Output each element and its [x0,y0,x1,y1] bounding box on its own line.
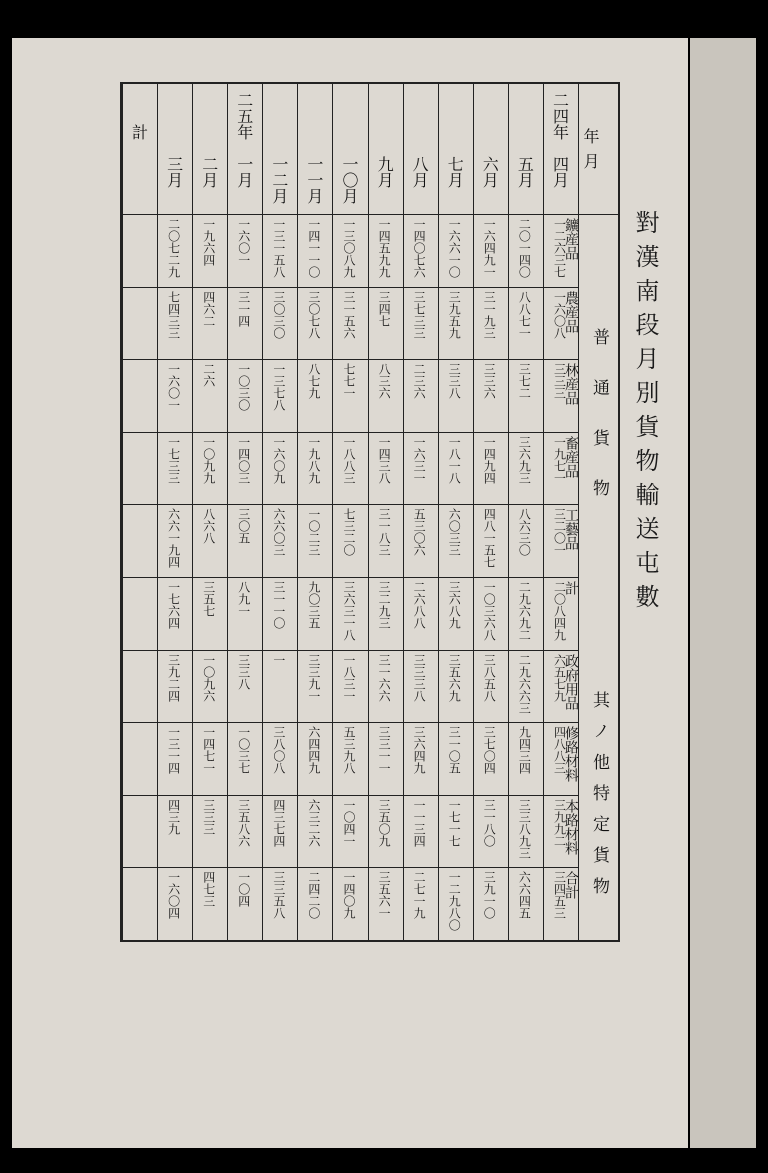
month-column-label: 八月 [410,156,430,188]
month-column-label: 六月 [480,156,500,188]
table-cell-value: 一七一七 [447,798,462,847]
table-cell-value: 三三三 [201,798,216,835]
table-cell-value: 二〇七二九 [166,218,181,278]
table-cell-value: 三三三 [552,363,567,400]
table-cell-value: 一六〇四 [166,871,181,920]
table-cell-value: 一 [271,653,286,666]
table-cell-value: 三一八〇 [482,798,497,847]
table-cell-value: 六三二六 [306,798,321,847]
table-cell-value: 六五七九 [552,653,567,702]
table-cell-value: 一六六一〇 [447,218,462,278]
table-cell-value: 一〇二三 [306,508,321,557]
table-cell-value: 一九七一 [552,435,567,484]
table-cell-value: 二六八八 [412,581,427,629]
table-cell-value: 二七一九 [412,871,427,920]
table-cell-value: 二九六六三 [517,653,532,714]
table-cell-value: 九四三四 [517,726,532,775]
table-cell-value: 四八一五七 [482,508,497,569]
table-cell-value: 三八五八 [482,653,497,702]
table-cell-value: 三一八三 [377,508,392,557]
month-column-label: 五月 [515,156,535,188]
header-other-special-goods: 其ノ他特定貨物 [589,690,609,908]
table-cell-value: 二三六 [412,363,427,400]
table-column-rule [508,84,509,940]
column-header-label: 計 [563,581,579,595]
table-cell-value: 三五七 [201,581,216,617]
table-column-rule [473,84,474,940]
table-cell-value: 三〇五 [236,508,251,545]
table-cell-value: 三三一一 [377,726,392,775]
table-cell-value: 三九一〇 [482,871,497,920]
table-cell-value: 三六四九 [412,726,427,775]
table-cell-value: 三一一〇 [271,581,286,629]
page-title: 對漢南段月別貨物輸送屯數 [631,210,659,618]
table-cell-value: 一〇九九 [201,435,216,484]
table-cell-value: 八九一 [236,581,251,617]
table-cell-value: 三九二四 [166,653,181,702]
table-cell-value: 一六三一 [412,435,427,484]
table-row-rule [122,722,578,723]
table-cell-value: 三三六 [482,363,497,400]
table-cell-value: 八三六 [377,363,392,400]
table-cell-value: 三〇三〇 [271,290,286,339]
table-cell-value: 一七三三 [166,435,181,484]
table-cell-value: 一〇九六 [201,653,216,702]
table-cell-value: 三五〇九 [377,798,392,847]
table-cell-value: 二〇一四〇 [517,218,532,278]
adjacent-page-edge [690,38,756,1148]
table-cell-value: 三三八 [236,653,251,690]
column-header-label: 鑛産品 [563,218,579,260]
month-column-label: 一一月 [304,156,324,204]
table-cell-value: 一八三一 [342,653,356,702]
column-header-label: 林産品 [563,363,579,406]
table-cell-value: 一三七八 [271,363,286,412]
table-cell-value: 一六〇九 [271,435,286,484]
table-cell-value: 三二〇一 [552,508,567,557]
table-row-rule [122,504,578,505]
table-cell-value: 三一六六 [377,653,392,702]
month-column-label: 一二月 [269,156,289,204]
table-cell-value: 一〇三六八 [482,581,497,641]
header-ordinary-goods: 普 通 貨 物 [589,327,609,511]
table-cell-value: 三一〇五 [447,726,462,775]
table-cell-value: 三六三一八 [342,581,356,641]
table-cell-value: 三一五六 [342,290,356,339]
table-cell-value: 九〇三五 [306,581,321,629]
table-cell-value: 二九六九二 [517,581,532,641]
table-column-rule [438,84,439,940]
table-cell-value: 三九九二 [552,798,567,847]
month-column-label: 二月 [199,156,219,188]
table-header-rule [122,214,618,215]
table-column-rule [192,84,193,940]
table-cell-value: 一八八三 [342,435,356,484]
table-cell-value: 四三九 [166,798,181,835]
table-cell-value: 八六八 [201,508,216,545]
table-cell-value: 三三五八 [271,871,286,920]
table-cell-value: 一二九八〇 [447,871,462,932]
table-cell-value: 三七〇四 [482,726,497,775]
data-table [120,82,620,942]
table-row-rule [122,795,578,796]
table-cell-value: 三三九一 [306,653,321,702]
table-cell-value: 一四九四 [482,435,497,484]
table-column-rule [122,84,123,940]
table-column-rule [332,84,333,940]
table-cell-value: 三六九三 [517,435,532,484]
table-cell-value: 一七六四 [166,581,181,629]
table-cell-value: 一二六三七 [552,218,567,278]
table-cell-value: 一六四九一 [482,218,497,278]
table-cell-value: 三八〇八 [271,726,286,775]
table-column-rule [578,84,579,940]
table-cell-value: 五三九八 [342,726,356,775]
table-cell-value: 四八八三 [552,726,567,775]
table-cell-value: 一四一一〇 [306,218,321,278]
table-cell-value: 三三三八 [412,653,427,702]
table-cell-value: 一四七一 [201,726,216,775]
table-cell-value: 一〇四一 [342,798,356,847]
table-cell-value: 一三一四 [166,726,181,775]
table-cell-value: 一一三四 [412,798,427,847]
table-cell-value: 六〇三三 [447,508,462,557]
month-column-year: 二五年 [234,92,254,140]
table-cell-value: 六六〇三 [271,508,286,557]
table-row-rule [122,577,578,578]
table-cell-value: 八八七一 [517,290,532,339]
table-cell-value: 三三八 [447,363,462,400]
table-cell-value: 七三二〇 [342,508,356,557]
table-cell-value: 一六〇一 [166,363,181,412]
month-column-label: 一〇月 [340,156,359,204]
column-header-label: 修路材料 [563,726,579,783]
table-row-rule [122,867,578,868]
table-cell-value: 一九六四 [201,218,216,266]
column-header-label: 工藝品 [563,508,579,551]
table-cell-value: 八七九 [306,363,321,400]
table-row-rule [122,650,578,651]
month-column-label: 七月 [445,156,465,188]
table-cell-value: 三〇七八 [306,290,321,339]
month-column-label: 三月 [164,156,184,188]
column-header-label: 本路材料 [563,798,579,855]
table-cell-value: 三七二 [517,363,532,400]
table-cell-value: 二四二〇 [306,871,321,920]
table-cell-value: 三一九三 [482,290,497,339]
table-cell-value: 三六八九 [447,581,462,629]
month-column-year: 二四年 [550,92,570,140]
table-cell-value: 三七三三 [412,290,427,339]
table-cell-value: 一六〇一 [236,218,251,266]
table-cell-value: 一四〇三 [236,435,251,484]
table-cell-value: 五三〇六 [412,508,427,557]
column-header-label: 政府用品 [563,653,579,710]
table-cell-value: 二六 [201,363,216,388]
table-cell-value: 三二九三 [377,581,392,629]
table-cell-value: 三五六一 [377,871,392,920]
table-cell-value: 一六〇八 [552,290,567,339]
table-column-rule [297,84,298,940]
table-cell-value: 一四〇七六 [412,218,427,278]
month-column-label: 四月 [550,156,570,188]
table-cell-value: 四三七四 [271,798,286,847]
table-cell-value: 一九八九 [306,435,321,484]
table-cell-value: 三四七 [377,290,392,327]
month-column-label: 計 [129,124,149,140]
table-cell-value: 一〇四 [236,871,251,908]
column-header-label: 農産品 [563,290,579,333]
table-column-rule [368,84,369,940]
table-row-rule [122,287,578,288]
table-cell-value: 三五六九 [447,653,462,702]
table-cell-value: 一〇三〇 [236,363,251,412]
table-column-rule [227,84,228,940]
table-cell-value: 六四四九 [306,726,321,775]
table-cell-value: 八六三〇 [517,508,532,557]
table-cell-value: 三九五九 [447,290,462,339]
table-column-rule [157,84,158,940]
table-cell-value: 三五八六 [236,798,251,847]
table-cell-value: 七四三三 [166,290,181,339]
table-column-rule [403,84,404,940]
table-cell-value: 一四〇九 [342,871,356,920]
table-row-rule [122,432,578,433]
header-year-month: 年 月 [581,128,600,172]
table-cell-value: 一〇三七 [236,726,251,775]
table-cell-value: 三一四 [236,290,251,327]
month-column-label: 一月 [234,156,254,188]
column-header-label: 畜産品 [563,435,579,478]
month-column-label: 九月 [375,156,395,188]
table-cell-value: 七七一 [342,363,356,400]
table-cell-value: 三三八九三 [517,798,532,859]
table-cell-value: 二〇八四九 [552,581,567,641]
table-cell-value: 四七三 [201,871,216,908]
table-cell-value: 四六二 [201,290,216,327]
table-cell-value: 一三〇八九 [342,218,356,278]
table-cell-value: 一四五九九 [377,218,392,278]
table-cell-value: 一四三八 [377,435,392,484]
table-row-rule [122,359,578,360]
table-cell-value: 六六四五 [517,871,532,920]
column-header-label: 合計 [563,871,579,900]
table-cell-value: 一八一八 [447,435,462,484]
table-column-rule [262,84,263,940]
table-cell-value: 一三一五八 [271,218,286,278]
table-cell-value: 三四五三 [552,871,567,920]
table-column-rule [543,84,544,940]
table-cell-value: 六六一九四 [166,508,181,569]
